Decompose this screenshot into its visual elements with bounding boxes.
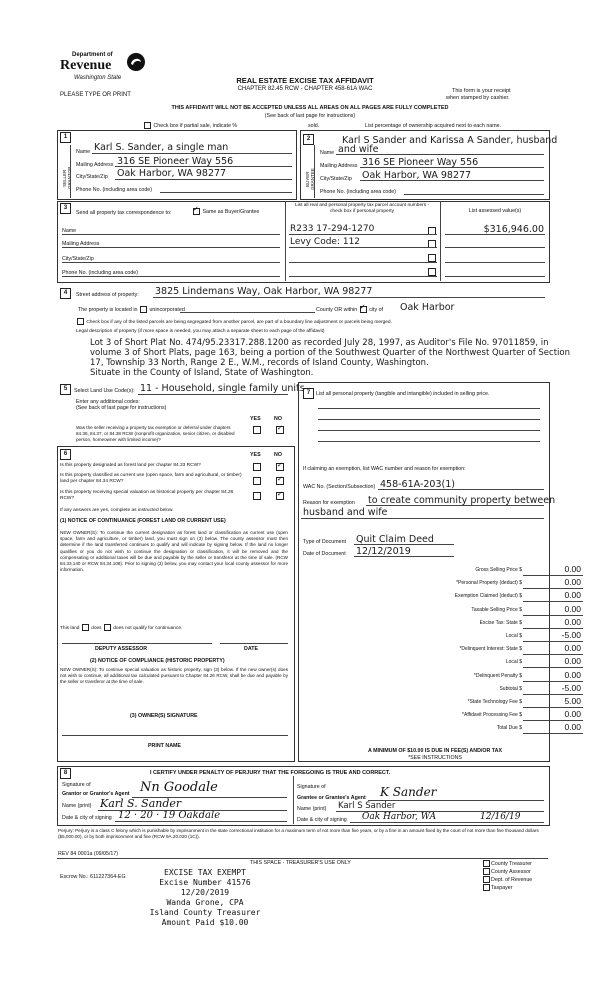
owner-signature-label: (3) OWNER(S) SIGNATURE (130, 713, 198, 719)
legal-line-2[interactable]: volume 3 of Short Plats, page 163, being a portion of the Southwest Quarter of the Northwest Quarter of Section (90, 348, 570, 358)
seller-city-value[interactable]: Oak Harbor, WA 98277 (117, 168, 227, 179)
does-label: does (91, 625, 102, 631)
amount-row-value[interactable]: 0.00 (564, 564, 581, 574)
dept-of-label: Department of (72, 52, 113, 58)
partial-sale-checkbox[interactable] (144, 122, 151, 129)
s5-yes-header: YES (250, 416, 261, 422)
doc-type-value[interactable]: Quit Claim Deed (356, 534, 434, 545)
perjury-text: Perjury: Perjury is a class C felony which is punishable by imprisonment in the state correctional institution for a maximum term of not more than five years, or by a fine in an amount fixed by the court of not more than five thousand dollars ($5,000.00), or by both imprisonment and fine (RCW 9A.20.020 (1C)). (58, 828, 539, 839)
section-5-number: 5 (60, 384, 71, 395)
amount-row-label: *Personal Property (deduct) $ (456, 580, 522, 587)
amount-row-label: *Affidavit Processing Fee $ (462, 712, 522, 719)
copy-taxpayer (482, 884, 532, 892)
copy-dept-revenue-label: Dept. of Revenue (491, 877, 533, 883)
amount-row-label: Excise Tax: State $ (479, 619, 522, 626)
county-or-within (316, 306, 383, 313)
exemption-claim-label: If claiming an exemption, list WAC number and reason for exemption: (303, 466, 466, 472)
stamp-line: Wanda Grone, CPA (166, 898, 244, 907)
rev-number: REV 84 0001a (09/05/17) (58, 851, 119, 857)
amount-row-value[interactable]: 0.00 (564, 603, 581, 614)
does-checkbox[interactable] (82, 624, 89, 631)
section-6-number: 6 (60, 449, 71, 460)
deputy-date-label: DATE (244, 646, 259, 652)
legal-line-4[interactable]: Situate in the County of Island, State of Washington. (90, 368, 314, 378)
additional-codes-label: Enter any additional codes: (76, 399, 140, 405)
grantee-name-label: Name (print) (297, 806, 327, 812)
stamp-line: Amount Paid $10.00 (161, 918, 249, 927)
buyer-name-value-1[interactable]: Karl S Sander and Karissa A Sander, husband (342, 135, 558, 146)
doc-date-value[interactable]: 12/12/2019 (356, 546, 411, 557)
county-or-within-label: County OR within (316, 306, 358, 313)
ownership-note: List percentage of ownership acquired next to each name. (365, 123, 502, 129)
segregated-label: Check box if any of the listed parcels are being segregated from another parcel, are part of a boundary line adjustment or parcels being merged. (86, 319, 392, 325)
unincorporated-checkbox[interactable] (140, 306, 147, 313)
unincorporated-label: unincorporated (149, 306, 185, 313)
street-label: Street address of property: (76, 292, 139, 298)
form-title: REAL ESTATE EXCISE TAX AFFIDAVIT (236, 76, 374, 85)
deputy-assessor-label: DEPUTY ASSESSOR (95, 646, 148, 652)
located-in-label: The property is located in (78, 306, 138, 313)
doc-date-label: Date of Document (303, 551, 346, 557)
personal-property-label: List all personal property (tangible and intangible) included in selling price. (316, 391, 490, 397)
amount-row-label: Exemption Claimed (deduct) $ (454, 593, 522, 600)
amount-row-label: *Delinquent Penalty $ (473, 672, 522, 679)
dor-logo (60, 52, 155, 90)
form-chapter: CHAPTER 82.45 RCW - CHAPTER 458-61A WAC (237, 86, 373, 92)
city-of-checkbox[interactable] (360, 306, 367, 313)
s6-yes-header: YES (250, 452, 261, 458)
s3-name-label: Name (62, 228, 77, 234)
buyer-mailing-value[interactable]: 316 SE Pioneer Way 556 (362, 157, 479, 168)
s5-no-header: NO (274, 416, 282, 422)
s6-q3-yes[interactable] (253, 492, 261, 500)
s6-if-yes: If any answers are yes, complete as instructed below. (60, 508, 174, 513)
revenue-label: Revenue (60, 58, 112, 73)
amount-row-label: Taxable Selling Price $ (471, 606, 522, 613)
does-not-checkbox[interactable] (104, 624, 111, 631)
parcel-1-value[interactable]: R233 17-294-1270 (290, 224, 375, 234)
section-4-number: 4 (60, 288, 71, 299)
reason-value-1[interactable]: to create community property between (368, 495, 556, 506)
amount-row-value[interactable]: 0.00 (564, 656, 581, 667)
s3-phone-label: Phone No. (including area code) (62, 270, 138, 276)
land-use-value[interactable]: 11 - Household, single family units (140, 383, 305, 394)
buyer-name-value-2[interactable]: and wife (338, 144, 379, 155)
grantee-agent-label: Grantee or Grantee's Agent (297, 795, 366, 801)
seller-phone-label: Phone No. (including area code) (76, 187, 152, 193)
assessed-1-value[interactable]: $316,946.00 (483, 224, 544, 235)
reason-value-2[interactable]: husband and wife (303, 507, 388, 518)
warning-text: THIS AFFIDAVIT WILL NOT BE ACCEPTED UNLESS ALL AREAS ON ALL PAGES ARE FULLY COMPLETED (171, 105, 449, 111)
parcel-2-value[interactable]: Levy Code: 112 (290, 237, 361, 247)
wac-label: WAC No. (Section/Subsection) (303, 484, 376, 490)
grantee-city-value[interactable]: Oak Harbor, WA (362, 812, 437, 822)
seller-name-value[interactable]: Karl S. Sander, a single man (94, 142, 229, 153)
grantor-signature[interactable]: Nn Goodale (140, 780, 218, 795)
s6-q3-no[interactable] (276, 492, 284, 500)
parcel-header: List all real and personal property tax parcel account numbers - check box if personal property (294, 203, 430, 214)
copy-county-assessor (482, 868, 532, 876)
qualify-line (60, 624, 182, 631)
dor-swirl-icon (126, 52, 146, 72)
same-as-buyer (192, 208, 259, 215)
amount-row-value[interactable]: 5.00 (564, 696, 581, 706)
grantor-agent-label: Grantor or Grantor's Agent (62, 791, 130, 797)
amount-row-label: Gross Selling Price $ (475, 567, 522, 573)
copy-county-treasurer-label: County Treasurer (491, 861, 532, 867)
s5-see-back: (See back of last page for instructions) (76, 405, 167, 411)
buyer-mailing-label: Mailing Address (320, 163, 358, 169)
grantor-name-value[interactable]: Karl S. Sander (100, 797, 182, 810)
amount-row-value[interactable]: 0.00 (564, 643, 581, 654)
grantee-sig-label: Signature of (297, 784, 326, 790)
stamp-line: Island County Treasurer (149, 908, 261, 917)
receipt-note-2: when stamped by cashier. (446, 95, 510, 101)
seller-name-label: Name (76, 149, 91, 155)
land-use-label: Select Land Use Code(s): (74, 388, 135, 394)
city-value[interactable]: Oak Harbor (400, 302, 455, 313)
wac-value[interactable]: 458-61A-203(1) (380, 479, 455, 490)
s6-no-header: NO (274, 452, 282, 458)
notice2-body: NEW OWNER(S): To continue special valuation as historic property, sign (3) below. If the new owner(s) does not wish to continue, all additional tax calculated pursuant to Chapter 84.26 RCW, shall be due and payable by the seller or transferor at the time of sale. (60, 667, 288, 685)
treasurer-space: THIS SPACE - TREASURER'S USE ONLY (250, 860, 351, 866)
parcel-4-personal-checkbox[interactable] (428, 268, 436, 276)
seller-mailing-label: Mailing Address (76, 162, 114, 168)
s5-question: Was the seller receiving a property tax exemption or deferral under chapters 84.36, 84.37, or 84.38 RCW (nonprofit organization, senior citizen, or disabled person, homeowner with limited income)? (76, 425, 235, 442)
treasurer-stamp (120, 868, 290, 928)
buyer-side-label: BUYER GRANTEE (305, 168, 315, 190)
seller-mailing-value[interactable]: 316 SE Pioneer Way 556 (117, 156, 234, 167)
grantor-date-value[interactable]: 12 · 20 · 19 Oakdale (118, 810, 221, 821)
copy-county-treasurer-checkbox[interactable] (483, 860, 490, 867)
s3-city-label: City/State/Zip (62, 256, 94, 262)
s5-no-checkbox[interactable] (276, 426, 284, 434)
s3-mailing-label: Mailing Address (62, 241, 100, 247)
s6-q1-no[interactable] (276, 463, 284, 471)
reason-label: Reason for exemption (303, 500, 355, 506)
buyer-name-label: Name (320, 150, 335, 156)
copy-county-treasurer (482, 860, 532, 868)
s5-yes-checkbox[interactable] (253, 426, 261, 434)
amount-row-label: *State Technology Fee $ (467, 699, 522, 705)
amount-row-value[interactable]: 0.00 (564, 722, 581, 733)
escrow-number: Escrow No.: 611227364-EG (60, 874, 126, 880)
legal-line-1[interactable]: Lot 3 of Short Plat No. 474/95.23317.288.1200 as recorded July 28, 1997, as Auditor's File No. 97011859, in (90, 338, 549, 348)
amount-row-label: Local $ (505, 659, 522, 666)
see-instructions: *SEE INSTRUCTIONS (408, 755, 462, 761)
amount-row-value[interactable]: 0.00 (564, 616, 581, 627)
assessed-header: List assessed value(s) (468, 208, 522, 214)
amount-row-label: Local $ (505, 633, 522, 639)
print-name-label: PRINT NAME (148, 743, 181, 749)
legal-line-3[interactable]: 17, Township 33 North, Range 2 E., W.M., records of Island County, Washington. (90, 358, 429, 368)
legal-label: Legal description of property (if more space is needed, you may attach a separate sheet to each page of the affidavit) (76, 329, 325, 334)
stamp-line: Excise Number 41576 (159, 878, 251, 887)
receipt-note-1: This form is your receipt (452, 88, 511, 94)
amount-row-value[interactable]: 0.00 (564, 577, 581, 588)
city-of-label: city of (369, 306, 384, 313)
grantee-name-value[interactable]: Karl S Sander (338, 801, 396, 811)
amount-row-value[interactable]: 0.00 (564, 590, 581, 601)
amount-row-label: Subtotal $ (499, 685, 522, 692)
s6-q2: Is this property classified as current use (open space, farm and agricultural, or timber) land per chapter 84.34 RCW? (60, 473, 242, 484)
notice2-title: (2) NOTICE OF COMPLIANCE (HISTORIC PROPERTY) (90, 658, 225, 664)
buyer-city-value[interactable]: Oak Harbor, WA 98277 (362, 170, 472, 181)
s6-q1-yes[interactable] (253, 463, 261, 471)
grantee-date-label: Date & city of signing (297, 817, 347, 823)
s6-q2-no[interactable] (276, 477, 284, 485)
send-correspondence-label: Send all property tax correspondence to: (76, 210, 172, 216)
section-3-number: 3 (60, 203, 71, 214)
seller-side-label: SELLER GRANTOR (62, 166, 72, 190)
section-8-number: 8 (60, 768, 71, 779)
copy-taxpayer-label: Taxpayer (491, 885, 513, 891)
section-7-number: 7 (303, 388, 314, 399)
this-land-label: This land (60, 625, 80, 631)
section-1-number: 1 (60, 132, 71, 143)
seller-city-label: City/State/Zip (76, 174, 108, 180)
amount-row-value[interactable]: 0.00 (564, 709, 581, 720)
stamp-line: EXCISE TAX EXEMPT (164, 868, 246, 877)
segregated (76, 318, 392, 325)
grantee-date-value[interactable]: 12/16/19 (480, 812, 521, 822)
copy-county-assessor-label: County Assessor (491, 869, 531, 875)
amount-row-label: Total Due $ (496, 725, 522, 732)
amount-row-value[interactable]: -5.00 (561, 630, 581, 640)
s6-q3: Is this property receiving special valuation as historical property per chapter 84.26 RCW? (60, 490, 234, 501)
s6-q1: Is this property designated as forest land per chapter 84.33 RCW? (60, 463, 201, 468)
sold-label: sold. (308, 123, 320, 129)
doc-type-label: Type of Document (303, 539, 346, 545)
amount-row-value[interactable]: 0.00 (564, 669, 581, 680)
parcel-3-personal-checkbox[interactable] (428, 254, 436, 262)
buyer-phone-label: Phone No. (including area code) (320, 189, 396, 195)
buyer-city-label: City/State/Zip (320, 176, 352, 182)
partial-sale (143, 122, 237, 129)
copy-dept-revenue-checkbox[interactable] (483, 876, 490, 883)
minimum-note: A MINIMUM OF $10.00 IS DUE IN FEE(S) AND/OR TAX (367, 748, 502, 754)
notice1-title: (1) NOTICE OF CONTINUANCE (FOREST LAND OR CURRENT USE) (60, 518, 226, 524)
stamp-line: 12/20/2019 (180, 888, 230, 897)
notice1-body: NEW OWNER(S): To continue the current designation as forest land or classification as current use (open space, farm and agriculture, or timber) land, you must sign on (3) below. The county assessor must then determine if the land transferred continues to qualify and will indicate by signing below. If the land no longer qualifies or you do not wish to continue the designation or classification, it will be removed and the compensating or additional taxes will be due and payable by the seller or transferor at the time of sale. (RCW 84.33.140 or RCW 84.34.108). Prior to signing (3) below, you may contact your local county assessor for more information. (60, 530, 288, 573)
copy-distribution (482, 860, 532, 892)
copy-dept-revenue (482, 876, 532, 884)
partial-sale-label: Check box if partial sale, indicate % (153, 122, 238, 129)
does-not-label: does not qualify for continuance. (113, 625, 183, 631)
grantee-signature[interactable]: K Sander (380, 785, 437, 799)
certify-text: I CERTIFY UNDER PENALTY OF PERJURY THAT THE FOREGOING IS TRUE AND CORRECT. (150, 770, 391, 776)
amount-row-value[interactable]: -5.00 (561, 682, 581, 693)
located-in (78, 306, 185, 313)
see-back-note: (See back of last page for instructions) (264, 113, 356, 119)
copy-county-assessor-checkbox[interactable] (483, 868, 490, 875)
grantor-name-label: Name (print) (62, 803, 92, 809)
same-as-buyer-checkbox[interactable] (193, 208, 200, 215)
copy-taxpayer-checkbox[interactable] (483, 884, 490, 891)
street-value[interactable]: 3825 Lindemans Way, Oak Harbor, WA 98277 (155, 286, 373, 297)
s6-q2-yes[interactable] (253, 477, 261, 485)
grantor-date-label: Date & city of signing (62, 815, 112, 821)
same-as-buyer-label: Same as Buyer/Grantee (202, 208, 260, 215)
washington-state-label: Washington State (74, 75, 122, 81)
segregated-checkbox[interactable] (77, 318, 84, 325)
amount-row-label: *Delinquent Interest: State $ (459, 646, 522, 653)
grantor-sig-label: Signature of (62, 782, 91, 788)
section-2-number: 2 (303, 134, 314, 145)
please-type: PLEASE TYPE OR PRINT (60, 92, 131, 98)
